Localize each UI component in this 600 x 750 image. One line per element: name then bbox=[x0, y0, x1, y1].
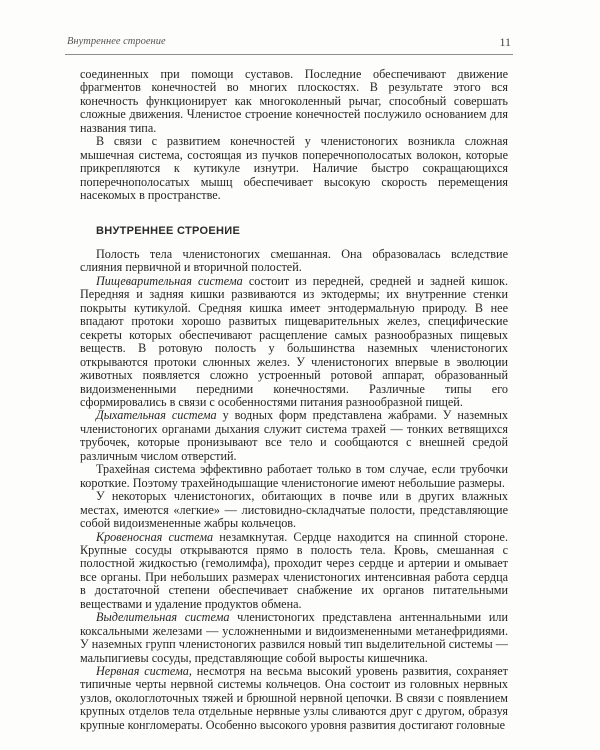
intro-paragraph-1: соединенных при помощи суставов. Последние обеспечивают движение фрагментов конечностей во многих плоскостях. В результате этого вся конечность функционирует как многоколенный рычаг, способный совершать сложные движения. Членистое строение конечностей послужило основанием для названия типа. bbox=[80, 67, 508, 135]
lungs-paragraph: У некоторых членистоногих, обитающих в почве или в других влажных местах, имеются «легкие» — листовидно-складчатые полости, представляющие собой видоизмененные жабры кольчецов. bbox=[80, 489, 508, 531]
section-heading: ВНУТРЕННЕЕ СТРОЕНИЕ bbox=[96, 224, 241, 237]
circulatory-paragraph bbox=[80, 531, 508, 612]
excretory-paragraph bbox=[80, 611, 508, 665]
digestive-paragraph bbox=[80, 275, 508, 410]
page-header bbox=[65, 36, 513, 55]
page-number: 11 bbox=[499, 35, 511, 49]
page-body bbox=[80, 68, 508, 732]
body-cavity-paragraph: Полость тела членистоногих смешанная. Она образовалась вследствие слияния первичной и вторичной полостей. bbox=[80, 246, 508, 275]
intro-paragraph-2: В связи с развитием конечностей у членистоногих возникла сложная мышечная система, состоящая из пучков поперечнополосатых волокон, которые прикрепляются к кутикуле изнутри. Наличие быстро сокращающихся поперечнополосатых мышц обеспечивает высокую скорость перемещения насекомых в пространстве. bbox=[80, 134, 508, 203]
digestive-text: состоит из передней, средней и задней кишок. Передняя и задняя кишки развиваются из эктодермы; их внутренние стенки покрыты кутикулой. Средняя кишка имеет энтодермальную природу. В нее впадают протоки хорошо развитых пищеварительных желез, специфические секреты которых обеспечивают расщепление самых разнообразных пищевых веществ. В ротовую полость у большинства наземных членистоногих открываются протоки слюнных желез. У членистоногих впервые в эволюции животных появляется сложно устроенный ротовой аппарат, образованный видоизмененными передними конечностями. Различные типы его сформировались в связи с особенностями питания разнообразной пищей. bbox=[80, 273, 508, 409]
excretory-text: членистоногих представлена антеннальными или коксальными железами — усложненными и видоизмененными метанефридиями. У наземных групп членистоногих развился новый тип выделительной системы — мальпигиевы сосуды, представляющие собой выросты кишечника. bbox=[80, 610, 508, 665]
nervous-paragraph bbox=[80, 665, 508, 732]
circulatory-term: Кровеносная система bbox=[96, 529, 214, 544]
running-title: Внутреннее строение bbox=[67, 36, 166, 47]
respiratory-paragraph bbox=[80, 409, 508, 463]
nervous-text: , несмотря на весьма высокий уровень развития, сохраняет типичные черты нервной системы кольчецов. Она состоит из головных нервных узлов, окологлоточных тяжей и брюшной нервной цепочки. В связи с появлением крупных отделов тела отдельные нервные узлы сливаются друг с другом, образуя крупные конгломераты. Особенно высокого уровня развития достигают головные bbox=[80, 664, 509, 732]
tracheal-paragraph: Трахейная система эффективно работает только в том случае, если трубочки короткие. Поэтому трахейнодышащие членистоногие имеют небольшие размеры. bbox=[80, 462, 508, 490]
digestive-term: Пищеварительная система bbox=[96, 273, 243, 288]
nervous-term: Нервная система bbox=[96, 664, 189, 679]
respiratory-text: у водных форм представлена жабрами. У наземных членистоногих органами дыхания служит система трахей — тонких ветвящихся трубочек, которые пронизывают все тело и сообщаются с внешней средой различным числом отверстий. bbox=[80, 408, 508, 463]
excretory-term: Выделительная система bbox=[96, 610, 230, 625]
respiratory-term: Дыхательная система bbox=[96, 408, 217, 423]
circulatory-text: незамкнутая. Сердце находится на спинной стороне. Крупные сосуды открываются прямо в полость тела. Кровь, смешанная с полостной жидкостью (гемолимфа), проходит через сердце и артерии и омывает все органы. При небольших размерах членистоногих интенсивная работа сердца в достаточной степени обеспечивает снабжение их органов питательными веществами и удаление продуктов обмена. bbox=[80, 529, 508, 611]
